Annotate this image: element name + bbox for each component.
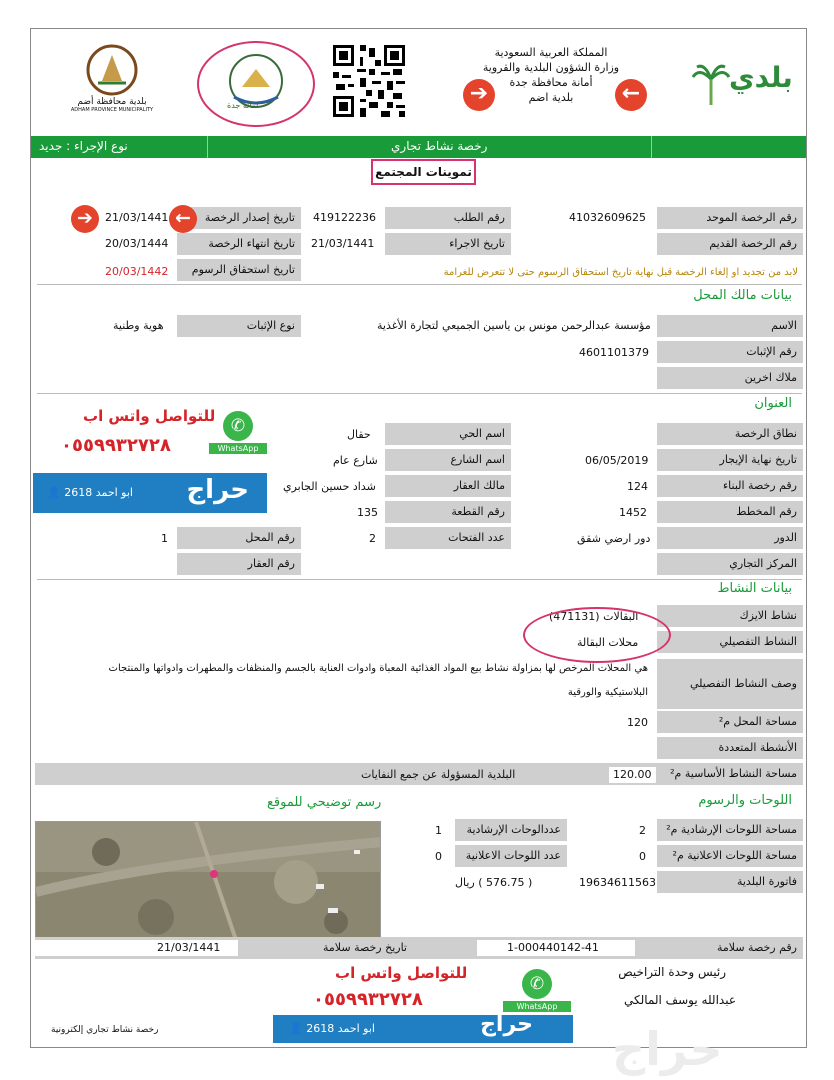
- promo-phone: ٠٥٥٩٩٣٢٧٢٨: [313, 989, 423, 1010]
- street-label: اسم الشارع: [385, 449, 511, 471]
- mall-label: المركز التجاري: [657, 553, 803, 575]
- area: 120: [627, 716, 648, 729]
- invoice: 19634611563: [579, 876, 656, 889]
- arrow-right-icon: ➔: [71, 205, 99, 233]
- head-name: عبدالله يوسف المالكي: [624, 993, 736, 1007]
- whatsapp-icon: ✆: [522, 969, 552, 999]
- owner-name-label: الاسم: [657, 315, 803, 337]
- address-section-title: العنوان: [754, 396, 792, 411]
- haraj-user: 👤 ابو احمد 2618: [289, 1022, 375, 1035]
- id-type-label: نوع الإثبات: [177, 315, 301, 337]
- location-pin-icon: [210, 870, 218, 878]
- fees-due: 20/03/1442: [105, 265, 169, 278]
- store-name: تموينات المجتمع: [371, 159, 476, 185]
- desc-label: وصف النشاط التفصيلي: [657, 659, 803, 709]
- whatsapp-badge: ✆ WhatsApp: [209, 411, 267, 454]
- property-owner-label: مالك العقار: [385, 475, 511, 497]
- gov-line: المملكة العربية السعودية: [494, 46, 608, 59]
- desc-line1: هي المحلات المرخص لها بمزاولة نشاط بيع المواد الغذائية المعباة وادوات العناية بالجسم والمنظفات والمطهرات وادواتها والمنتجات: [108, 663, 648, 674]
- activity-section-title: بيانات النشاط: [717, 581, 792, 596]
- request-no-label: رقم الطلب: [385, 207, 511, 229]
- property-no-label: رقم العقار: [177, 553, 301, 575]
- detail: محلات البقالة: [577, 636, 639, 649]
- title-bar: [31, 136, 806, 158]
- whatsapp-icon: ✆: [223, 411, 253, 441]
- adham-emblem-icon: [84, 43, 140, 97]
- title-bar-divider: [651, 136, 652, 158]
- user-icon: 👤: [47, 486, 61, 499]
- desc-line2: البلاستيكية والورقية: [567, 687, 648, 698]
- ad-count-label: عدد اللوحات الاعلانية: [455, 845, 567, 867]
- lease-end-label: تاريخ نهاية الإيجار: [657, 449, 803, 471]
- street: شارع عام: [333, 454, 378, 467]
- shop-no: 1: [161, 532, 168, 545]
- district-label: اسم الحي: [385, 423, 511, 445]
- old-no-label: رقم الرخصة القديم: [657, 233, 803, 255]
- signs-section-title: اللوحات والرسوم: [698, 793, 792, 808]
- baladi-logo: بلدي: [691, 57, 801, 117]
- safety-date-label: تاريخ رخصة سلامة: [323, 941, 407, 954]
- license-document: [30, 28, 807, 1048]
- haraj-user: 👤 ابو احمد 2618: [47, 486, 133, 499]
- main-area: 120.00: [609, 767, 656, 783]
- unified-no: 41032609625: [569, 211, 646, 224]
- lot-no: 135: [357, 506, 378, 519]
- promo-title: للتواصل واتس اب: [83, 407, 216, 425]
- guide-area-label: مساحة اللوحات الإرشادية م²: [657, 819, 803, 841]
- ad-area-label: مساحة اللوحات الاعلانية م²: [657, 845, 803, 867]
- guide-count: 1: [435, 824, 442, 837]
- promo-phone: ٠٥٥٩٩٣٢٧٢٨: [61, 435, 171, 456]
- adham-logo: بلدية محافظة أضم ADHAM PROVINCE MUNICIPALITY: [67, 43, 157, 125]
- area-label: مساحة المحل م²: [657, 711, 803, 733]
- openings-label: عدد الفتحات: [385, 527, 511, 549]
- license-warning: لابد من تجديد او إلغاء الرخصة قبل نهاية تاريخ استحقاق الرسوم حتى لا تتعرض للغرامة: [443, 267, 798, 278]
- district: حقال: [347, 428, 371, 441]
- arrow-right-icon: ➔: [463, 79, 495, 111]
- location-map: [35, 821, 381, 939]
- safety-no: 1-000440142-41: [477, 940, 635, 956]
- isic: البقالات (471131): [549, 610, 639, 623]
- arrow-left-icon: ←: [169, 205, 197, 233]
- divider: [37, 393, 802, 394]
- owner-section-title: بيانات مالك المحل: [693, 288, 792, 303]
- plan-no: 1452: [619, 506, 647, 519]
- detail-label: النشاط التفصيلي: [657, 631, 803, 653]
- multi-label: الأنشطة المتعددة: [657, 737, 803, 759]
- procedure-date-label: تاريخ الاجراء: [385, 233, 511, 255]
- scope-label: نطاق الرخصة: [657, 423, 803, 445]
- divider: [37, 579, 802, 580]
- issue-date-label: تاريخ إصدار الرخصة: [177, 207, 301, 229]
- e-license: رخصة نشاط تجاري إلكترونية: [51, 1025, 159, 1035]
- lot-no-label: رقم القطعة: [385, 501, 511, 523]
- title-bar-divider: [207, 136, 208, 158]
- id-no-label: رقم الإثبات: [657, 341, 803, 363]
- expiry-date-label: تاريخ انتهاء الرخصة: [177, 233, 301, 255]
- amount: ( 576.75 ) ريال: [455, 876, 533, 889]
- promo-title: للتواصل واتس اب: [335, 964, 468, 982]
- plan-no-label: رقم المخطط: [657, 501, 803, 523]
- expiry-date: 20/03/1444: [105, 237, 169, 250]
- qr-code: [333, 45, 405, 117]
- safety-date: 21/03/1441: [35, 940, 238, 956]
- map-title: رسم توضيحي للموقع: [267, 795, 382, 810]
- unified-no-label: رقم الرخصة الموحد: [657, 207, 803, 229]
- haraj-banner[interactable]: [273, 1012, 573, 1043]
- gov-line: وزارة الشؤون البلدية والقروية: [482, 61, 620, 74]
- document-title: رخصة نشاط تجاري: [391, 139, 488, 153]
- invoice-label: فاتورة البلدية: [657, 871, 803, 893]
- gov-line: بلدية اضم: [528, 91, 574, 104]
- other-owners-label: ملاك اخرين: [657, 367, 803, 389]
- property-owner: شداد حسين الجابري: [283, 480, 376, 493]
- openings: 2: [369, 532, 376, 545]
- arrow-left-icon: ←: [615, 79, 647, 111]
- request-no: 419122236: [313, 211, 376, 224]
- jeddah-seal: امانة جدة: [197, 41, 315, 127]
- whatsapp-badge: ✆ WhatsApp: [503, 969, 571, 1012]
- haraj-brand: حراج: [480, 1012, 533, 1037]
- building-permit: 124: [627, 480, 648, 493]
- floor-label: الدور: [657, 527, 803, 549]
- haraj-banner[interactable]: [33, 473, 267, 513]
- highlight-ring: [523, 607, 671, 663]
- issue-date: 21/03/1441: [105, 211, 169, 224]
- guide-area: 2: [639, 824, 646, 837]
- haraj-watermark: حراج: [612, 1022, 723, 1076]
- divider: [37, 284, 802, 285]
- gov-line: أمانة محافظة جدة: [509, 76, 593, 89]
- procedure-date: 21/03/1441: [311, 237, 375, 250]
- isic-label: نشاط الايزك: [657, 605, 803, 627]
- safety-no-label: رقم رخصة سلامة: [609, 937, 803, 959]
- floor: دور ارضي شقق: [577, 532, 651, 545]
- main-area-label: مساحة النشاط الأساسية م²: [657, 763, 803, 785]
- owner-name: مؤسسة عبدالرحمن مونس بن ياسين الجميعي لتجارة الأغذية: [377, 319, 651, 332]
- building-permit-label: رقم رخصة البناء: [657, 475, 803, 497]
- user-icon: 👤: [289, 1022, 303, 1035]
- haraj-brand: حراج: [186, 475, 249, 505]
- palm-icon: [691, 61, 731, 105]
- lease-end: 06/05/2019: [585, 454, 649, 467]
- id-type: هوية وطنية: [113, 319, 164, 332]
- ad-count: 0: [435, 850, 442, 863]
- guide-count-label: عددالوحات الإرشادية: [455, 819, 567, 841]
- id-no: 4601101379: [579, 346, 649, 359]
- head-title: رئيس وحدة التراخيص: [618, 965, 726, 979]
- ad-area: 0: [639, 850, 646, 863]
- fees-due-label: تاريخ استحقاق الرسوم: [177, 259, 301, 281]
- waste-label: البلدية المسؤولة عن جمع النفايات: [361, 768, 516, 781]
- shop-no-label: رقم المحل: [177, 527, 301, 549]
- procedure-type: نوع الإجراء : جديد: [39, 139, 128, 153]
